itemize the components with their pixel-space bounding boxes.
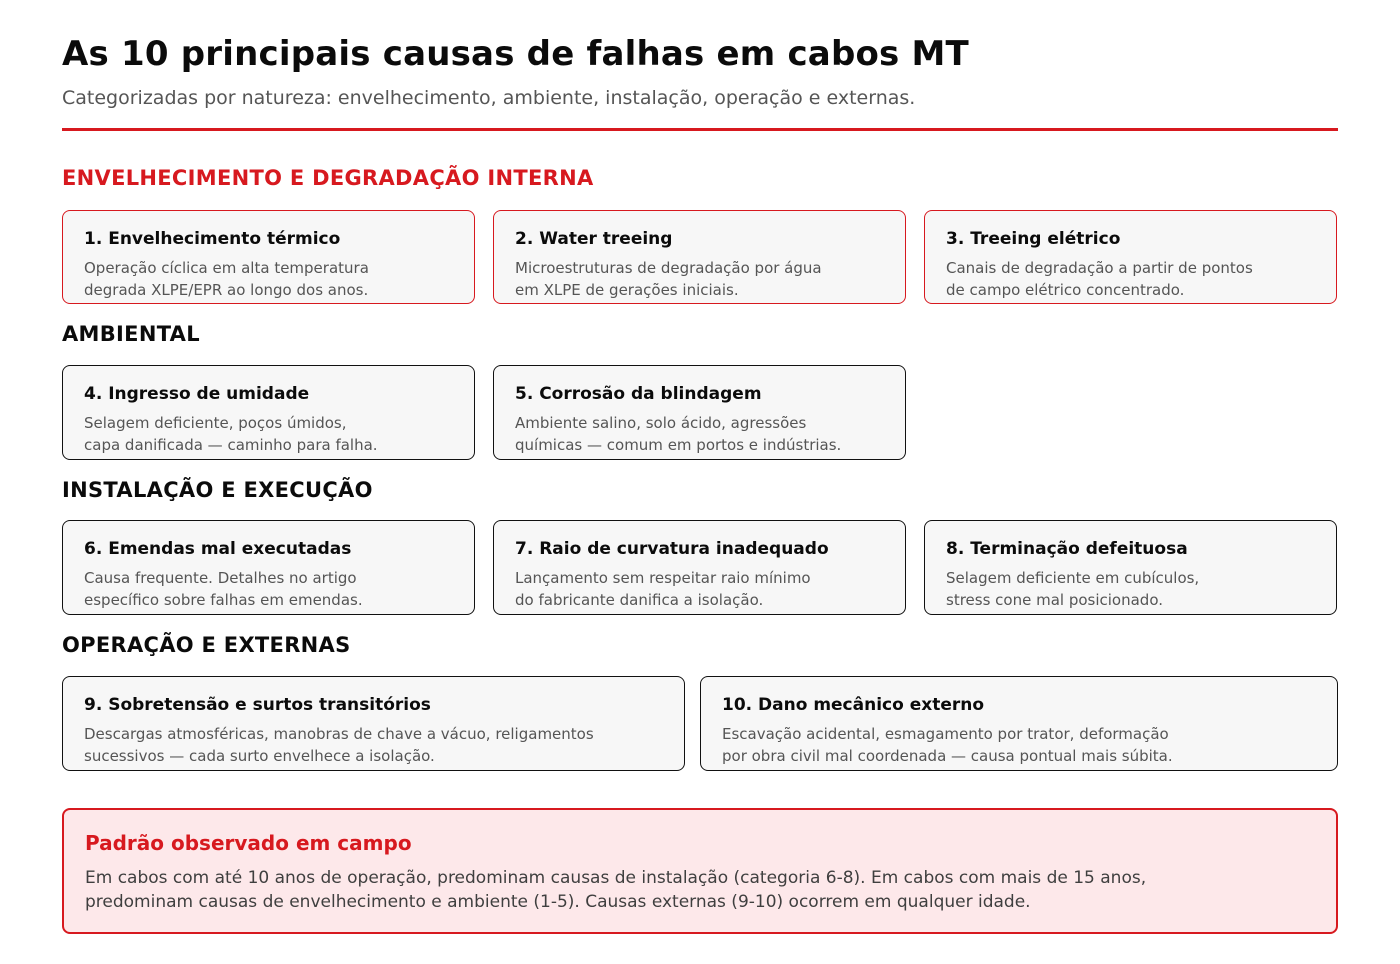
section-title-aging: ENVELHECIMENTO E DEGRADAÇÃO INTERNA	[62, 166, 594, 190]
cause-title: 2. Water treeing	[515, 229, 673, 249]
cause-card-4	[62, 365, 475, 460]
page-subtitle: Categorizadas por natureza: envelhecimento, ambiente, instalação, operação e externas.	[62, 87, 916, 109]
cause-title: 1. Envelhecimento térmico	[84, 229, 341, 249]
cause-title: 4. Ingresso de umidade	[84, 384, 310, 404]
cause-title: 9. Sobretensão e surtos transitórios	[84, 695, 431, 715]
cause-title: 5. Corrosão da blindagem	[515, 384, 762, 404]
cause-card-3	[924, 210, 1337, 304]
callout-title: Padrão observado em campo	[85, 831, 412, 855]
cause-card-5	[493, 365, 906, 460]
cause-description: Lançamento sem respeitar raio mínimo do fabricante danifica a isolação.	[515, 569, 811, 609]
cause-description: Canais de degradação a partir de pontos de campo elétrico concentrado.	[946, 259, 1253, 299]
cause-description: Selagem deficiente, poços úmidos, capa danificada — caminho para falha.	[84, 414, 378, 454]
cause-description: Escavação acidental, esmagamento por trator, deformação por obra civil mal coordenada — causa pontual mais súbita.	[722, 725, 1173, 765]
cause-card-1	[62, 210, 475, 304]
section-title-installation: INSTALAÇÃO E EXECUÇÃO	[62, 478, 373, 502]
section-title-environmental: AMBIENTAL	[62, 322, 200, 346]
cause-title: 3. Treeing elétrico	[946, 229, 1121, 249]
cause-title: 8. Terminação defeituosa	[946, 539, 1188, 559]
field-pattern-callout	[62, 808, 1338, 934]
cause-title: 10. Dano mecânico externo	[722, 695, 985, 715]
cause-description: Selagem deficiente em cubículos, stress cone mal posicionado.	[946, 569, 1200, 609]
cause-card-8	[924, 520, 1337, 615]
cause-description: Operação cíclica em alta temperatura degrada XLPE/EPR ao longo dos anos.	[84, 259, 369, 299]
cause-card-10	[700, 676, 1338, 771]
cause-title: 6. Emendas mal executadas	[84, 539, 352, 559]
cause-card-9	[62, 676, 685, 771]
page-title: As 10 principais causas de falhas em cabos MT	[62, 34, 969, 74]
section-title-operation: OPERAÇÃO E EXTERNAS	[62, 633, 351, 657]
callout-body: Em cabos com até 10 anos de operação, predominam causas de instalação (categoria 6-8). Em cabos com mais de 15 anos, predominam causas de envelhecimento e ambiente (1-5). Causas externas (9-10) ocorrem em qualquer idade.	[85, 868, 1147, 912]
cause-description: Ambiente salino, solo ácido, agressões químicas — comum em portos e indústrias.	[515, 414, 842, 454]
cause-description: Descargas atmosféricas, manobras de chave a vácuo, religamentos sucessivos — cada surto envelhece a isolação.	[84, 725, 594, 765]
cause-card-6	[62, 520, 475, 615]
cause-title: 7. Raio de curvatura inadequado	[515, 539, 829, 559]
cause-card-2	[493, 210, 906, 304]
header-divider	[62, 128, 1338, 131]
cause-description: Causa frequente. Detalhes no artigo específico sobre falhas em emendas.	[84, 569, 363, 609]
cause-description: Microestruturas de degradação por água em XLPE de gerações iniciais.	[515, 259, 822, 299]
cause-card-7	[493, 520, 906, 615]
